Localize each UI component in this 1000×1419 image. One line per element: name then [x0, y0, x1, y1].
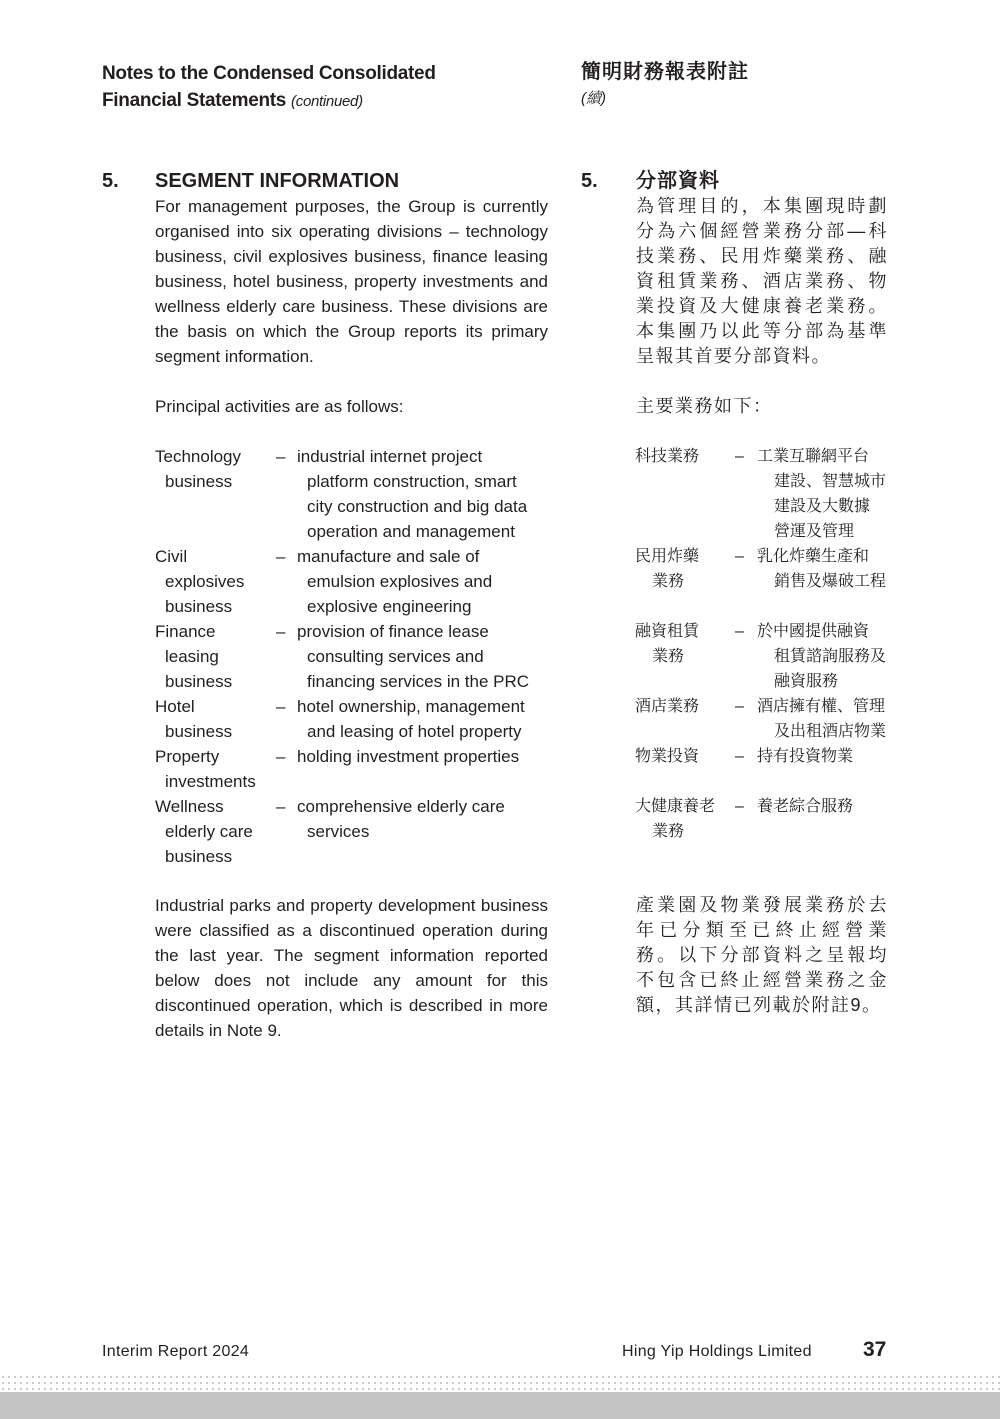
page-number: 37 — [863, 1338, 887, 1361]
activity-dash-zh: – — [735, 698, 744, 715]
activity-description-zh: 於中國提供融資 租賃諮詢服務及 融資服務 — [757, 623, 887, 690]
activity-dash: – — [276, 747, 286, 766]
activity-description: manufacture and sale of emulsion explosives and explosive engineering — [297, 547, 493, 616]
section-number-en: 5. — [102, 170, 119, 192]
activity-dash-zh: – — [735, 548, 744, 565]
activity-label-zh: 物業投資 — [635, 748, 700, 765]
activity-label: Wellness elderly care business — [155, 797, 253, 866]
footer-report-name: Interim Report 2024 — [102, 1343, 250, 1360]
activity-dash: – — [276, 547, 286, 566]
intro-paragraph-en: For management purposes, the Group is currently organised into six operating divisions – technology business, civil explosives business, finance leasing business, hotel business, property investments and wellness elderly care business. These divisions are the basis on which the Group reports its primary segment information. — [155, 197, 548, 366]
activity-label: Property investments — [155, 747, 256, 791]
activity-label: Hotel business — [155, 697, 233, 741]
activity-description: hotel ownership, management and leasing of hotel property — [297, 697, 525, 741]
closing-paragraph-en: Industrial parks and property development business were classified as a discontinued operation during the last year. The segment information reported below does not include any amount for this discontinued operation, which is described in more details in Note 9. — [155, 896, 548, 1040]
activity-label-zh: 科技業務 — [635, 448, 700, 465]
activity-description: industrial internet project platform construction, smart city construction and big data operation and management — [297, 447, 528, 541]
activity-description-zh: 持有投資物業 — [757, 748, 854, 765]
activity-dash: – — [276, 697, 286, 716]
page-header-zh-continued: (續) — [581, 90, 606, 107]
activity-label-zh: 大健康養老 業務 — [635, 798, 716, 840]
activity-description-zh: 工業互聯網平台 建設、智慧城市 建設及大數據 營運及管理 — [757, 448, 887, 540]
activity-label-zh: 酒店業務 — [635, 698, 700, 715]
section-title-en: SEGMENT INFORMATION — [155, 170, 400, 192]
page-header-zh: 簡明財務報表附註 — [581, 61, 749, 83]
activity-dash-zh: – — [735, 748, 744, 765]
activity-dash-zh: – — [735, 448, 744, 465]
activity-dash-zh: – — [735, 798, 744, 815]
page-header-en — [102, 60, 436, 115]
intro-paragraph-zh: 為管理目的，本集團現時劃分為六個經營業務分部—科技業務、民用炸藥業務、融資租賃業務、酒店業務、物業投資及大健康養老業務。本集團乃以此等分部為基準呈報其首要分部資料。 — [636, 196, 888, 366]
activity-description-zh: 養老綜合服務 — [757, 798, 854, 815]
principal-activities-zh: 主要業務如下： — [636, 396, 773, 416]
section-number-zh: 5. — [581, 170, 598, 192]
activity-label: Finance leasing business — [155, 622, 233, 691]
activity-dash-zh: – — [735, 623, 744, 640]
section-title-zh: 分部資料 — [636, 170, 720, 192]
activity-label: Technology business — [155, 447, 242, 491]
header-continued: (continued) — [291, 93, 363, 110]
footer-dot-pattern — [0, 1374, 1000, 1392]
activity-description-zh: 乳化炸藥生產和 銷售及爆破工程 — [757, 548, 887, 590]
activity-description: comprehensive elderly care services — [297, 797, 505, 841]
activity-dash: – — [276, 447, 286, 466]
activity-description-zh: 酒店擁有權、管理 及出租酒店物業 — [757, 698, 887, 740]
footer-company-name: Hing Yip Holdings Limited — [622, 1343, 812, 1360]
header-title-line1: Notes to the Condensed Consolidated — [102, 63, 436, 84]
activity-label: Civil explosives business — [155, 547, 245, 616]
activity-dash: – — [276, 622, 286, 641]
footer-band — [0, 1392, 1000, 1419]
activity-label-zh: 融資租賃 業務 — [635, 623, 700, 665]
header-title-line2: Financial Statements — [102, 90, 287, 111]
activity-description: provision of finance lease consulting services and financing services in the PRC — [297, 622, 530, 691]
closing-paragraph-zh: 產業園及物業發展業務於去年已分類至已終止經營業務。以下分部資料之呈報均不包含已終止經營業務之金額，其詳情已列載於附註9。 — [636, 895, 888, 1015]
activity-dash: – — [276, 797, 286, 816]
principal-activities-en: Principal activities are as follows: — [155, 397, 404, 416]
activity-label-zh: 民用炸藥 業務 — [635, 548, 700, 590]
activity-description: holding investment properties — [297, 747, 520, 766]
